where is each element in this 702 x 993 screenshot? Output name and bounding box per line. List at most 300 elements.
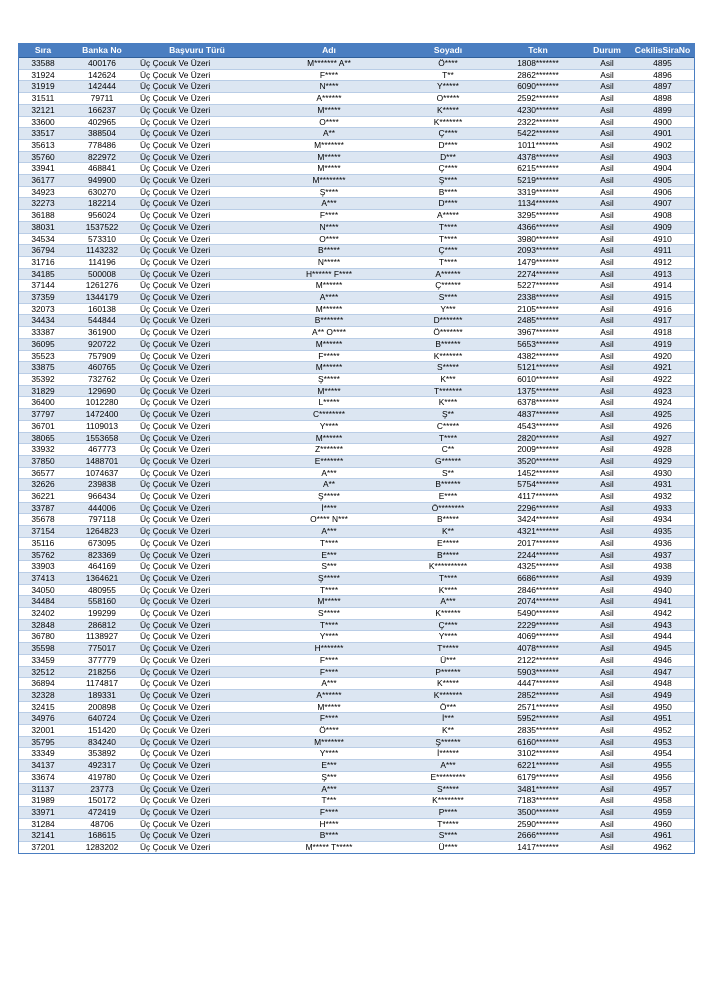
banka-no-cell: 361900 xyxy=(68,327,136,339)
table-row[interactable] xyxy=(18,748,695,760)
soyadi-cell: P****** xyxy=(404,666,492,678)
banka-no-cell: 640724 xyxy=(68,713,136,725)
sira-cell: 35392 xyxy=(18,373,68,385)
table-row[interactable] xyxy=(18,81,695,93)
durum-cell: Asil xyxy=(584,455,630,467)
sira-cell: 34137 xyxy=(18,760,68,772)
durum-cell: Asil xyxy=(584,268,630,280)
table-row[interactable] xyxy=(18,104,695,116)
cekilis-sira-no-cell: 4961 xyxy=(630,830,695,842)
sira-cell: 37201 xyxy=(18,842,68,854)
tckn-cell: 3967******* xyxy=(492,327,584,339)
soyadi-cell: T***** xyxy=(404,818,492,830)
soyadi-cell: Ş****** xyxy=(404,736,492,748)
cekilis-sira-no-cell: 4896 xyxy=(630,69,695,81)
banka-no-cell: 1138927 xyxy=(68,631,136,643)
soyadi-cell: S**** xyxy=(404,830,492,842)
cekilis-sira-no-cell: 4948 xyxy=(630,678,695,690)
adi-cell: İ**** xyxy=(254,502,404,514)
table-row[interactable] xyxy=(18,842,695,854)
durum-cell: Asil xyxy=(584,327,630,339)
tckn-cell: 2105******* xyxy=(492,303,584,315)
cekilis-sira-no-cell: 4955 xyxy=(630,760,695,772)
soyadi-cell: B***** xyxy=(404,549,492,561)
durum-cell: Asil xyxy=(584,186,630,198)
table-row[interactable] xyxy=(18,93,695,105)
durum-cell: Asil xyxy=(584,385,630,397)
cekilis-sira-no-cell: 4953 xyxy=(630,736,695,748)
sira-cell: 35760 xyxy=(18,151,68,163)
basvuru-turu-cell: Üç Çocuk Ve Üzeri xyxy=(136,151,254,163)
basvuru-turu-cell: Üç Çocuk Ve Üzeri xyxy=(136,245,254,257)
banka-no-cell: 480955 xyxy=(68,584,136,596)
basvuru-turu-cell: Üç Çocuk Ve Üzeri xyxy=(136,81,254,93)
durum-cell: Asil xyxy=(584,397,630,409)
sira-cell: 32001 xyxy=(18,725,68,737)
soyadi-cell: A*** xyxy=(404,760,492,772)
banka-no-cell: 1488701 xyxy=(68,455,136,467)
soyadi-cell: Ö******** xyxy=(404,502,492,514)
table-row[interactable] xyxy=(18,315,695,327)
sira-cell: 36894 xyxy=(18,678,68,690)
column-header-cekilis-sira-no[interactable]: CekilisSiraNo xyxy=(630,43,695,58)
durum-cell: Asil xyxy=(584,280,630,292)
tckn-cell: 4325******* xyxy=(492,561,584,573)
column-header-durum[interactable]: Durum xyxy=(584,43,630,58)
adi-cell: A** xyxy=(254,479,404,491)
basvuru-turu-cell: Üç Çocuk Ve Üzeri xyxy=(136,338,254,350)
cekilis-sira-no-cell: 4915 xyxy=(630,292,695,304)
table-row[interactable] xyxy=(18,537,695,549)
basvuru-turu-cell: Üç Çocuk Ve Üzeri xyxy=(136,783,254,795)
durum-cell: Asil xyxy=(584,350,630,362)
durum-cell: Asil xyxy=(584,701,630,713)
table-row[interactable] xyxy=(18,373,695,385)
lottery-results-table xyxy=(18,43,695,854)
adi-cell: H****** F**** xyxy=(254,268,404,280)
table-row[interactable] xyxy=(18,795,695,807)
sira-cell: 36577 xyxy=(18,467,68,479)
tckn-cell: 3500******* xyxy=(492,807,584,819)
soyadi-cell: T***** xyxy=(404,643,492,655)
table-row[interactable] xyxy=(18,58,695,70)
tckn-cell: 2835******* xyxy=(492,725,584,737)
banka-no-cell: 114196 xyxy=(68,256,136,268)
adi-cell: Ş***** xyxy=(254,572,404,584)
basvuru-turu-cell: Üç Çocuk Ve Üzeri xyxy=(136,748,254,760)
soyadi-cell: T** xyxy=(404,69,492,81)
cekilis-sira-no-cell: 4944 xyxy=(630,631,695,643)
sira-cell: 35678 xyxy=(18,514,68,526)
table-row[interactable] xyxy=(18,502,695,514)
table-row[interactable] xyxy=(18,619,695,631)
basvuru-turu-cell: Üç Çocuk Ve Üzeri xyxy=(136,713,254,725)
table-row[interactable] xyxy=(18,760,695,772)
banka-no-cell: 949900 xyxy=(68,175,136,187)
soyadi-cell: T**** xyxy=(404,432,492,444)
banka-no-cell: 142624 xyxy=(68,69,136,81)
durum-cell: Asil xyxy=(584,760,630,772)
banka-no-cell: 444006 xyxy=(68,502,136,514)
tckn-cell: 2017******* xyxy=(492,537,584,549)
basvuru-turu-cell: Üç Çocuk Ve Üzeri xyxy=(136,233,254,245)
tckn-cell: 2009******* xyxy=(492,444,584,456)
soyadi-cell: Ü*** xyxy=(404,654,492,666)
tckn-cell: 4366******* xyxy=(492,221,584,233)
adi-cell: F**** xyxy=(254,69,404,81)
basvuru-turu-cell: Üç Çocuk Ve Üzeri xyxy=(136,221,254,233)
table-row[interactable] xyxy=(18,338,695,350)
table-row[interactable] xyxy=(18,151,695,163)
banka-no-cell: 460765 xyxy=(68,362,136,374)
basvuru-turu-cell: Üç Çocuk Ve Üzeri xyxy=(136,256,254,268)
banka-no-cell: 168615 xyxy=(68,830,136,842)
basvuru-turu-cell: Üç Çocuk Ve Üzeri xyxy=(136,619,254,631)
table-row[interactable] xyxy=(18,362,695,374)
basvuru-turu-cell: Üç Çocuk Ve Üzeri xyxy=(136,128,254,140)
cekilis-sira-no-cell: 4903 xyxy=(630,151,695,163)
tckn-cell: 7183******* xyxy=(492,795,584,807)
soyadi-cell: K******* xyxy=(404,689,492,701)
cekilis-sira-no-cell: 4918 xyxy=(630,327,695,339)
tckn-cell: 4321******* xyxy=(492,526,584,538)
column-header-soyadi[interactable]: Soyadı xyxy=(404,43,492,58)
banka-no-cell: 129690 xyxy=(68,385,136,397)
cekilis-sira-no-cell: 4932 xyxy=(630,491,695,503)
table-row[interactable] xyxy=(18,385,695,397)
adi-cell: T*** xyxy=(254,795,404,807)
table-row[interactable] xyxy=(18,678,695,690)
sira-cell: 32121 xyxy=(18,104,68,116)
banka-no-cell: 1012280 xyxy=(68,397,136,409)
soyadi-cell: B***** xyxy=(404,514,492,526)
basvuru-turu-cell: Üç Çocuk Ve Üzeri xyxy=(136,163,254,175)
durum-cell: Asil xyxy=(584,93,630,105)
table-row[interactable] xyxy=(18,186,695,198)
adi-cell: A**** xyxy=(254,292,404,304)
adi-cell: S***** xyxy=(254,608,404,620)
table-row[interactable] xyxy=(18,725,695,737)
table-row[interactable] xyxy=(18,526,695,538)
table-row[interactable] xyxy=(18,69,695,81)
basvuru-turu-cell: Üç Çocuk Ve Üzeri xyxy=(136,116,254,128)
results-sheet xyxy=(18,43,695,854)
adi-cell: A** O**** xyxy=(254,327,404,339)
column-header-banka-no[interactable]: Banka No xyxy=(68,43,136,58)
banka-no-cell: 1553658 xyxy=(68,432,136,444)
table-row[interactable] xyxy=(18,584,695,596)
soyadi-cell: O***** xyxy=(404,93,492,105)
durum-cell: Asil xyxy=(584,830,630,842)
adi-cell: Y**** xyxy=(254,420,404,432)
durum-cell: Asil xyxy=(584,818,630,830)
adi-cell: F**** xyxy=(254,713,404,725)
column-header-basvuru-turu[interactable]: Başvuru Türü xyxy=(136,43,254,58)
banka-no-cell: 23773 xyxy=(68,783,136,795)
tckn-cell: 1134******* xyxy=(492,198,584,210)
tckn-cell: 1452******* xyxy=(492,467,584,479)
banka-no-cell: 757909 xyxy=(68,350,136,362)
banka-no-cell: 822972 xyxy=(68,151,136,163)
banka-no-cell: 48706 xyxy=(68,818,136,830)
basvuru-turu-cell: Üç Çocuk Ve Üzeri xyxy=(136,795,254,807)
durum-cell: Asil xyxy=(584,502,630,514)
basvuru-turu-cell: Üç Çocuk Ve Üzeri xyxy=(136,572,254,584)
banka-no-cell: 1283202 xyxy=(68,842,136,854)
table-row[interactable] xyxy=(18,350,695,362)
table-row[interactable] xyxy=(18,689,695,701)
table-row[interactable] xyxy=(18,561,695,573)
adi-cell: Ş***** xyxy=(254,491,404,503)
table-row[interactable] xyxy=(18,397,695,409)
adi-cell: A****** xyxy=(254,93,404,105)
table-row[interactable] xyxy=(18,409,695,421)
basvuru-turu-cell: Üç Çocuk Ve Üzeri xyxy=(136,830,254,842)
table-row[interactable] xyxy=(18,479,695,491)
sira-cell: 36701 xyxy=(18,420,68,432)
durum-cell: Asil xyxy=(584,689,630,701)
soyadi-cell: İ*** xyxy=(404,713,492,725)
adi-cell: M******* xyxy=(254,736,404,748)
durum-cell: Asil xyxy=(584,151,630,163)
banka-no-cell: 142444 xyxy=(68,81,136,93)
cekilis-sira-no-cell: 4895 xyxy=(630,58,695,70)
banka-no-cell: 732762 xyxy=(68,373,136,385)
soyadi-cell: Ç****** xyxy=(404,280,492,292)
soyadi-cell: P**** xyxy=(404,807,492,819)
durum-cell: Asil xyxy=(584,771,630,783)
banka-no-cell: 1472400 xyxy=(68,409,136,421)
banka-no-cell: 573310 xyxy=(68,233,136,245)
table-row[interactable] xyxy=(18,631,695,643)
sira-cell: 32141 xyxy=(18,830,68,842)
banka-no-cell: 920722 xyxy=(68,338,136,350)
cekilis-sira-no-cell: 4900 xyxy=(630,116,695,128)
column-header-adi[interactable]: Adı xyxy=(254,43,404,58)
table-row[interactable] xyxy=(18,467,695,479)
basvuru-turu-cell: Üç Çocuk Ve Üzeri xyxy=(136,385,254,397)
adi-cell: O**** xyxy=(254,233,404,245)
table-row[interactable] xyxy=(18,771,695,783)
banka-no-cell: 419780 xyxy=(68,771,136,783)
table-row[interactable] xyxy=(18,233,695,245)
durum-cell: Asil xyxy=(584,175,630,187)
table-row[interactable] xyxy=(18,245,695,257)
basvuru-turu-cell: Üç Çocuk Ve Üzeri xyxy=(136,397,254,409)
sira-cell: 32073 xyxy=(18,303,68,315)
sira-cell: 32402 xyxy=(18,608,68,620)
table-row[interactable] xyxy=(18,596,695,608)
table-row[interactable] xyxy=(18,210,695,222)
basvuru-turu-cell: Üç Çocuk Ve Üzeri xyxy=(136,736,254,748)
adi-cell: Ş*** xyxy=(254,771,404,783)
adi-cell: Ş**** xyxy=(254,186,404,198)
tckn-cell: 1375******* xyxy=(492,385,584,397)
sira-cell: 34976 xyxy=(18,713,68,725)
sira-cell: 35598 xyxy=(18,643,68,655)
banka-no-cell: 239838 xyxy=(68,479,136,491)
adi-cell: A*** xyxy=(254,198,404,210)
adi-cell: B***** xyxy=(254,245,404,257)
soyadi-cell: K***** xyxy=(404,104,492,116)
banka-no-cell: 1261276 xyxy=(68,280,136,292)
basvuru-turu-cell: Üç Çocuk Ve Üzeri xyxy=(136,689,254,701)
sira-cell: 32273 xyxy=(18,198,68,210)
table-row[interactable] xyxy=(18,420,695,432)
durum-cell: Asil xyxy=(584,409,630,421)
table-row[interactable] xyxy=(18,666,695,678)
sira-cell: 37144 xyxy=(18,280,68,292)
tckn-cell: 6686******* xyxy=(492,572,584,584)
column-header-sira[interactable]: Sıra xyxy=(18,43,68,58)
table-row[interactable] xyxy=(18,654,695,666)
adi-cell: E******* xyxy=(254,455,404,467)
table-row[interactable] xyxy=(18,303,695,315)
table-row[interactable] xyxy=(18,198,695,210)
adi-cell: F**** xyxy=(254,807,404,819)
table-row[interactable] xyxy=(18,807,695,819)
table-row[interactable] xyxy=(18,221,695,233)
adi-cell: A****** xyxy=(254,689,404,701)
banka-no-cell: 286812 xyxy=(68,619,136,631)
table-row[interactable] xyxy=(18,444,695,456)
adi-cell: M***** xyxy=(254,596,404,608)
banka-no-cell: 1174817 xyxy=(68,678,136,690)
adi-cell: F***** xyxy=(254,350,404,362)
basvuru-turu-cell: Üç Çocuk Ve Üzeri xyxy=(136,409,254,421)
basvuru-turu-cell: Üç Çocuk Ve Üzeri xyxy=(136,327,254,339)
table-row[interactable] xyxy=(18,455,695,467)
banka-no-cell: 1364621 xyxy=(68,572,136,584)
durum-cell: Asil xyxy=(584,128,630,140)
sira-cell: 33787 xyxy=(18,502,68,514)
cekilis-sira-no-cell: 4933 xyxy=(630,502,695,514)
table-row[interactable] xyxy=(18,128,695,140)
table-row[interactable] xyxy=(18,549,695,561)
tckn-cell: 6215******* xyxy=(492,163,584,175)
adi-cell: M***** xyxy=(254,104,404,116)
cekilis-sira-no-cell: 4929 xyxy=(630,455,695,467)
table-row[interactable] xyxy=(18,175,695,187)
adi-cell: S*** xyxy=(254,561,404,573)
sira-cell: 36794 xyxy=(18,245,68,257)
adi-cell: H******* xyxy=(254,643,404,655)
table-row[interactable] xyxy=(18,163,695,175)
table-row[interactable] xyxy=(18,572,695,584)
table-row[interactable] xyxy=(18,280,695,292)
table-row[interactable] xyxy=(18,643,695,655)
durum-cell: Asil xyxy=(584,233,630,245)
table-row[interactable] xyxy=(18,514,695,526)
cekilis-sira-no-cell: 4906 xyxy=(630,186,695,198)
basvuru-turu-cell: Üç Çocuk Ve Üzeri xyxy=(136,479,254,491)
table-row[interactable] xyxy=(18,256,695,268)
basvuru-turu-cell: Üç Çocuk Ve Üzeri xyxy=(136,666,254,678)
cekilis-sira-no-cell: 4912 xyxy=(630,256,695,268)
adi-cell: N**** xyxy=(254,221,404,233)
cekilis-sira-no-cell: 4923 xyxy=(630,385,695,397)
table-row[interactable] xyxy=(18,139,695,151)
basvuru-turu-cell: Üç Çocuk Ve Üzeri xyxy=(136,537,254,549)
banka-no-cell: 472419 xyxy=(68,807,136,819)
cekilis-sira-no-cell: 4943 xyxy=(630,619,695,631)
cekilis-sira-no-cell: 4922 xyxy=(630,373,695,385)
durum-cell: Asil xyxy=(584,373,630,385)
sira-cell: 34534 xyxy=(18,233,68,245)
adi-cell: M****** xyxy=(254,432,404,444)
tckn-cell: 4447******* xyxy=(492,678,584,690)
adi-cell: T**** xyxy=(254,537,404,549)
table-row[interactable] xyxy=(18,608,695,620)
table-row[interactable] xyxy=(18,116,695,128)
sira-cell: 35795 xyxy=(18,736,68,748)
durum-cell: Asil xyxy=(584,479,630,491)
basvuru-turu-cell: Üç Çocuk Ve Üzeri xyxy=(136,373,254,385)
soyadi-cell: K** xyxy=(404,725,492,737)
table-row[interactable] xyxy=(18,432,695,444)
table-row[interactable] xyxy=(18,268,695,280)
sira-cell: 36780 xyxy=(18,631,68,643)
cekilis-sira-no-cell: 4952 xyxy=(630,725,695,737)
soyadi-cell: E***** xyxy=(404,537,492,549)
banka-no-cell: 1143232 xyxy=(68,245,136,257)
table-row[interactable] xyxy=(18,327,695,339)
banka-no-cell: 468841 xyxy=(68,163,136,175)
table-row[interactable] xyxy=(18,830,695,842)
soyadi-cell: Ç**** xyxy=(404,163,492,175)
cekilis-sira-no-cell: 4945 xyxy=(630,643,695,655)
sira-cell: 31989 xyxy=(18,795,68,807)
sira-cell: 37797 xyxy=(18,409,68,421)
soyadi-cell: Ç**** xyxy=(404,619,492,631)
tckn-cell: 1479******* xyxy=(492,256,584,268)
table-row[interactable] xyxy=(18,783,695,795)
adi-cell: M******** xyxy=(254,175,404,187)
soyadi-cell: D*** xyxy=(404,151,492,163)
table-row[interactable] xyxy=(18,713,695,725)
table-row[interactable] xyxy=(18,701,695,713)
banka-no-cell: 166237 xyxy=(68,104,136,116)
basvuru-turu-cell: Üç Çocuk Ve Üzeri xyxy=(136,362,254,374)
banka-no-cell: 492317 xyxy=(68,760,136,772)
tckn-cell: 2590******* xyxy=(492,818,584,830)
durum-cell: Asil xyxy=(584,584,630,596)
table-row[interactable] xyxy=(18,736,695,748)
table-row[interactable] xyxy=(18,818,695,830)
soyadi-cell: Ş**** xyxy=(404,175,492,187)
tckn-cell: 6010******* xyxy=(492,373,584,385)
adi-cell: Z******* xyxy=(254,444,404,456)
soyadi-cell: S**** xyxy=(404,292,492,304)
banka-no-cell: 377779 xyxy=(68,654,136,666)
cekilis-sira-no-cell: 4927 xyxy=(630,432,695,444)
sira-cell: 36177 xyxy=(18,175,68,187)
basvuru-turu-cell: Üç Çocuk Ve Üzeri xyxy=(136,292,254,304)
tckn-cell: 6090******* xyxy=(492,81,584,93)
table-row[interactable] xyxy=(18,491,695,503)
durum-cell: Asil xyxy=(584,572,630,584)
column-header-tckn[interactable]: Tckn xyxy=(492,43,584,58)
adi-cell: N**** xyxy=(254,81,404,93)
basvuru-turu-cell: Üç Çocuk Ve Üzeri xyxy=(136,771,254,783)
durum-cell: Asil xyxy=(584,561,630,573)
basvuru-turu-cell: Üç Çocuk Ve Üzeri xyxy=(136,760,254,772)
basvuru-turu-cell: Üç Çocuk Ve Üzeri xyxy=(136,526,254,538)
tckn-cell: 2592******* xyxy=(492,93,584,105)
sira-cell: 34484 xyxy=(18,596,68,608)
tckn-cell: 5422******* xyxy=(492,128,584,140)
table-row[interactable] xyxy=(18,292,695,304)
